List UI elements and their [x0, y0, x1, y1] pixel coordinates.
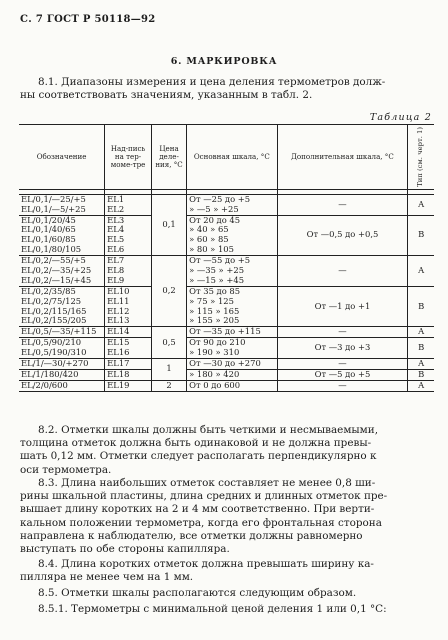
cell-type: A [408, 194, 434, 215]
header-type-text: Тип (см. черт. 1) [416, 127, 425, 187]
cell-marking [105, 338, 152, 359]
cell-main-scale [187, 380, 277, 391]
text-line: пилляра не менее чем на 1 мм. [20, 571, 194, 584]
cell-designation [19, 215, 105, 256]
main-scale: От —25 до +5 [189, 193, 251, 204]
cell-marking [105, 256, 152, 287]
cell-designation [19, 194, 105, 215]
main-scale: От —55 до +5 [189, 255, 251, 266]
text-line: шать 0,12 мм. Отметки следует располагать перпендикулярно к [20, 450, 377, 463]
marking: EL9 [107, 274, 125, 285]
main-scale: » —35 » +25 [189, 264, 245, 275]
cell-designation [19, 256, 105, 287]
text-line: толщина отметок должна быть одинаковой и не должна превы- [20, 437, 372, 450]
designation: EL/0,2/—55/+5 [21, 255, 86, 266]
cell-designation [19, 369, 105, 380]
cell-type: A [408, 327, 434, 338]
cell-division: 0,2 [151, 256, 186, 327]
header-marking: Над-пись на тер-моме-тре [105, 125, 152, 190]
cell-marking [105, 194, 152, 215]
designation: EL/0,2/—35/+25 [21, 264, 92, 275]
text-line: 8.2. Отметки шкалы должны быть четкими и несмываемыми, [38, 424, 378, 436]
cell-designation [19, 327, 105, 338]
designation: EL/0,2/—15/+45 [21, 274, 92, 285]
cell-marking [105, 380, 152, 391]
marking: EL15 [107, 337, 130, 348]
main-scale: От —35 до +115 [189, 326, 261, 337]
marking: EL13 [107, 315, 130, 326]
cell-extra-scale: — [277, 380, 408, 391]
cell-main-scale [187, 194, 277, 215]
cell-extra-scale: — [277, 359, 408, 370]
main-scale: » 115 » 165 [189, 305, 240, 316]
main-scale: От 35 до 85 [189, 285, 241, 296]
marking: EL6 [107, 244, 125, 255]
designation: EL/2/0/600 [21, 379, 68, 390]
cell-type: A [408, 380, 434, 391]
marking: EL11 [107, 295, 130, 306]
paragraph-8-5 [20, 587, 433, 600]
marking: EL19 [107, 379, 130, 390]
cell-extra-scale: От —1 до +1 [277, 286, 408, 327]
designation: EL/1/180/420 [21, 368, 79, 379]
page-header: С. 7 ГОСТ Р 50118—92 [20, 14, 156, 25]
cell-marking [105, 369, 152, 380]
paragraph-8-3 [20, 477, 433, 556]
marking: EL16 [107, 347, 130, 358]
designation: EL/0,2/155/205 [21, 315, 87, 326]
designation: EL/0,1/—5/+25 [21, 203, 86, 214]
marking: EL2 [107, 203, 125, 214]
designation: EL/0,1/40/65 [21, 224, 76, 235]
cell-type: B [408, 369, 434, 380]
designation: EL/1/—30/+270 [21, 358, 89, 369]
cell-marking [105, 215, 152, 256]
table-row [19, 327, 434, 338]
text-line: кальном положении термометра, когда его фронтальная сторона [20, 516, 382, 529]
designation: EL/0,5/190/310 [21, 347, 87, 358]
marking: EL3 [107, 214, 125, 225]
marking: EL1 [107, 193, 125, 204]
designation: EL/0,2/115/165 [21, 305, 87, 316]
cell-marking [105, 359, 152, 370]
cell-main-scale [187, 215, 277, 256]
marking: EL10 [107, 285, 130, 296]
marking: EL7 [107, 255, 125, 266]
table-row [19, 380, 434, 391]
cell-extra-scale: От —5 до +5 [277, 369, 408, 380]
main-scale: » 60 » 85 [189, 234, 229, 245]
marking: EL17 [107, 358, 130, 369]
main-scale: » 155 » 205 [189, 315, 240, 326]
cell-marking [105, 286, 152, 327]
cell-main-scale [187, 256, 277, 287]
cell-division: 0,1 [151, 194, 186, 255]
text-line: 8.5. Отметки шкалы располагаются следующим образом. [38, 587, 357, 599]
thermometer-table [19, 124, 434, 392]
designation: EL/0,5/90/210 [21, 337, 82, 348]
header-division: Цена деле-ния, °С [151, 125, 186, 190]
text-line: выступать по обе стороны капилляра. [20, 543, 230, 556]
header-type [408, 125, 434, 190]
main-scale: От —30 до +270 [189, 358, 261, 369]
table-row [19, 369, 434, 380]
text-line: ны соответствовать значениям, указанным в табл. 2. [20, 89, 313, 102]
text-line: 8.4. Длина коротких отметок должна превышать ширину ка- [38, 558, 374, 570]
cell-extra-scale: — [277, 327, 408, 338]
table-caption: Таблица 2 [369, 112, 432, 123]
paragraph-8-5-1 [20, 603, 433, 616]
designation: EL/0,1/60/85 [21, 234, 76, 245]
cell-designation [19, 338, 105, 359]
cell-extra-scale: От —3 до +3 [277, 338, 408, 359]
designation: EL/0,1/80/105 [21, 244, 82, 255]
main-scale: » 75 » 125 [189, 295, 234, 306]
main-scale: » 80 » 105 [189, 244, 234, 255]
main-scale: » —5 » +25 [189, 203, 239, 214]
main-scale: » 190 » 310 [189, 347, 240, 358]
designation: EL/0,5/—35/+115 [21, 326, 97, 337]
designation: EL/0,1/20/45 [21, 214, 76, 225]
cell-type: B [408, 338, 434, 359]
cell-designation [19, 380, 105, 391]
table-row [19, 338, 434, 359]
cell-division: 1 [151, 359, 186, 381]
marking: EL18 [107, 368, 130, 379]
marking: EL5 [107, 234, 125, 245]
designation: EL/0,2/75/125 [21, 295, 82, 306]
table-row [19, 286, 434, 327]
paragraph-8-2 [20, 424, 433, 477]
cell-designation [19, 286, 105, 327]
text-line: вышает длину коротких на 2 и 4 мм соответственно. При верти- [20, 503, 375, 516]
text-line: направлена к наблюдателю, все отметки должны равномерно [20, 529, 363, 542]
cell-main-scale [187, 327, 277, 338]
marking: EL14 [107, 326, 130, 337]
designation: EL/0,1/—25/+5 [21, 193, 86, 204]
main-scale: » 180 » 420 [189, 368, 240, 379]
table-header-row [19, 125, 434, 190]
cell-designation [19, 359, 105, 370]
header-designation: Обозначение [19, 125, 105, 190]
main-scale: От 20 до 45 [189, 214, 241, 225]
table-row [19, 194, 434, 215]
text-line: оси термометра. [20, 463, 112, 476]
cell-type: B [408, 215, 434, 256]
header-main-scale: Основная шкала, °С [187, 125, 277, 190]
main-scale: » —15 » +45 [189, 274, 245, 285]
cell-marking [105, 327, 152, 338]
table-row [19, 256, 434, 287]
marking: EL8 [107, 264, 125, 275]
designation: EL/0,2/35/85 [21, 285, 76, 296]
cell-main-scale [187, 286, 277, 327]
table-row [19, 359, 434, 370]
text-line: 8.3. Длина наибольших отметок составляет не менее 0,8 ши- [38, 477, 376, 489]
cell-division: 2 [151, 380, 186, 391]
cell-extra-scale: От —0,5 до +0,5 [277, 215, 408, 256]
paragraph-8-4 [20, 558, 433, 584]
cell-type: B [408, 286, 434, 327]
header-extra-scale: Дополнительная шкала, °С [277, 125, 408, 190]
marking: EL4 [107, 224, 125, 235]
main-scale: » 40 » 65 [189, 224, 229, 235]
cell-division: 0,5 [151, 327, 186, 359]
cell-extra-scale: — [277, 256, 408, 287]
table-row [19, 215, 434, 256]
marking: EL12 [107, 305, 130, 316]
text-line: 8.1. Диапазоны измерения и цена деления термометров долж- [38, 76, 386, 88]
main-scale: От 90 до 210 [189, 337, 246, 348]
cell-main-scale [187, 359, 277, 370]
main-scale: От 0 до 600 [189, 379, 241, 390]
section-title: 6. МАРКИРОВКА [170, 56, 278, 67]
text-line: рины шкальной пластины, длина средних и длинных отметок пре- [20, 490, 388, 503]
cell-type: A [408, 359, 434, 370]
text-line: 8.5.1. Термометры с минимальной ценой деления 1 или 0,1 °С: [38, 603, 387, 615]
cell-extra-scale: — [277, 194, 408, 215]
cell-main-scale [187, 369, 277, 380]
paragraph-8-1 [20, 76, 433, 102]
cell-type: A [408, 256, 434, 287]
cell-main-scale [187, 338, 277, 359]
